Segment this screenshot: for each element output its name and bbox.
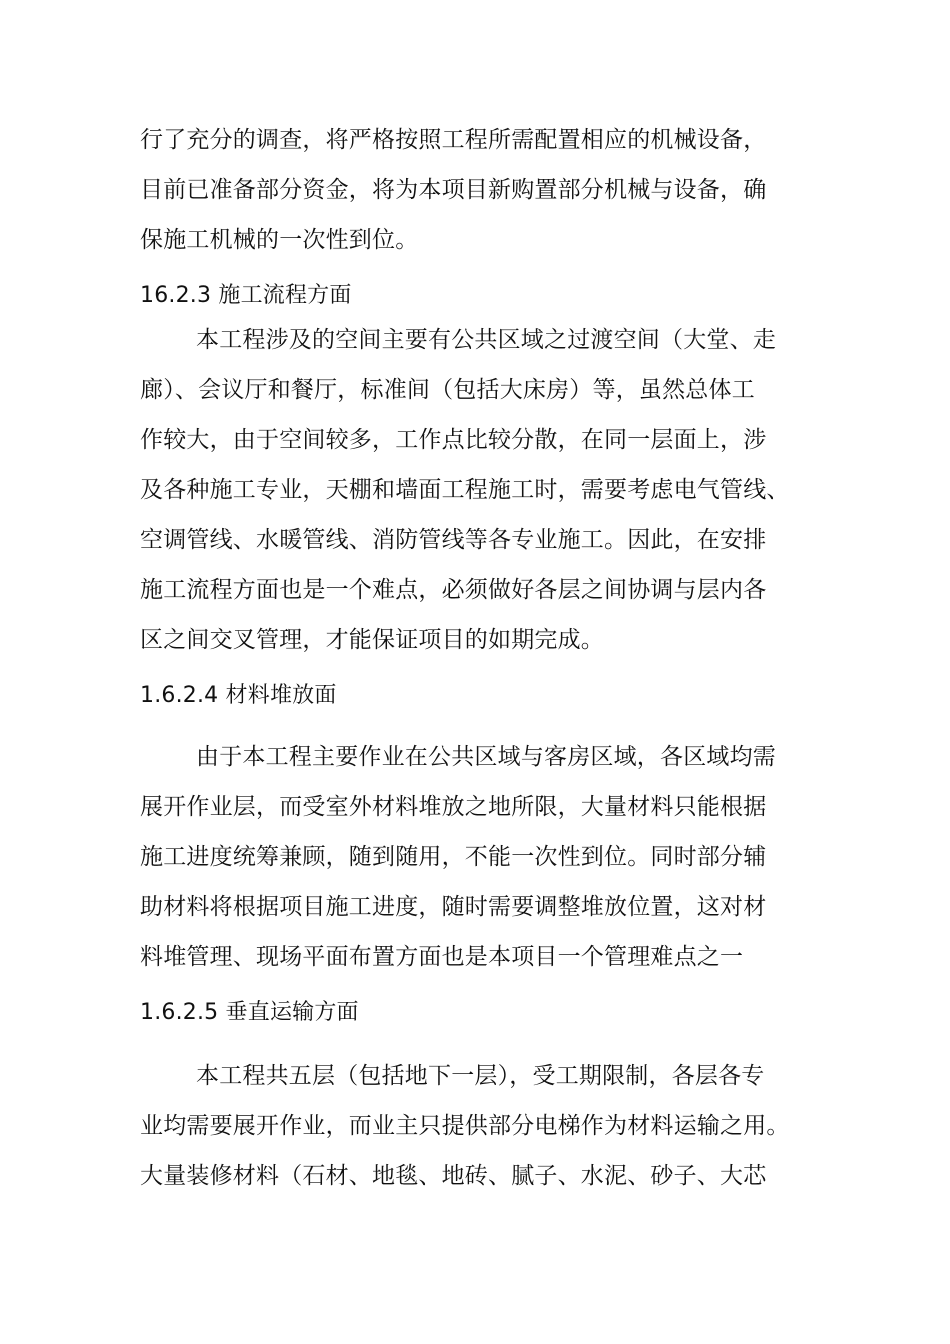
text-line: 及各种施工专业，天棚和墙面工程施工时，需要考虑电气管线、 bbox=[140, 477, 790, 503]
section-heading: 1.6.2.5 垂直运输方面 bbox=[140, 1000, 359, 1025]
text-line: 大量装修材料（石材、地毯、地砖、腻子、水泥、砂子、大芯 bbox=[140, 1163, 767, 1189]
text-line: 施工进度统筹兼顾，随到随用，不能一次性到位。同时部分辅 bbox=[140, 844, 767, 870]
text-line: 空调管线、水暖管线、消防管线等各专业施工。因此，在安排 bbox=[140, 527, 767, 553]
text-line: 由于本工程主要作业在公共区域与客房区域，各区域均需 bbox=[196, 744, 776, 770]
section-heading: 1.6.2.4 材料堆放面 bbox=[140, 683, 337, 708]
text-line: 保施工机械的一次性到位。 bbox=[140, 227, 419, 253]
text-line: 助材料将根据项目施工进度，随时需要调整堆放位置，这对材 bbox=[140, 894, 767, 920]
text-line: 展开作业层，而受室外材料堆放之地所限，大量材料只能根据 bbox=[140, 794, 767, 820]
text-line: 本工程共五层（包括地下一层），受工期限制，各层各专 bbox=[196, 1063, 765, 1089]
text-line: 廊）、会议厅和餐厅，标准间（包括大床房）等，虽然总体工 bbox=[140, 377, 755, 403]
text-line: 料堆管理、现场平面布置方面也是本项目一个管理难点之一 bbox=[140, 944, 744, 970]
text-line: 区之间交叉管理，才能保证项目的如期完成。 bbox=[140, 627, 604, 653]
text-line: 行了充分的调查，将严格按照工程所需配置相应的机械设备， bbox=[140, 127, 767, 153]
text-line: 施工流程方面也是一个难点，必须做好各层之间协调与层内各 bbox=[140, 577, 767, 603]
text-line: 业均需要展开作业，而业主只提供部分电梯作为材料运输之用。 bbox=[140, 1113, 790, 1139]
section-heading: 16.2.3 施工流程方面 bbox=[140, 283, 352, 308]
text-line: 本工程涉及的空间主要有公共区域之过渡空间（大堂、走 bbox=[196, 327, 776, 353]
text-line: 目前已准备部分资金，将为本项目新购置部分机械与设备，确 bbox=[140, 177, 767, 203]
text-line: 作较大，由于空间较多，工作点比较分散，在同一层面上，涉 bbox=[140, 427, 767, 453]
